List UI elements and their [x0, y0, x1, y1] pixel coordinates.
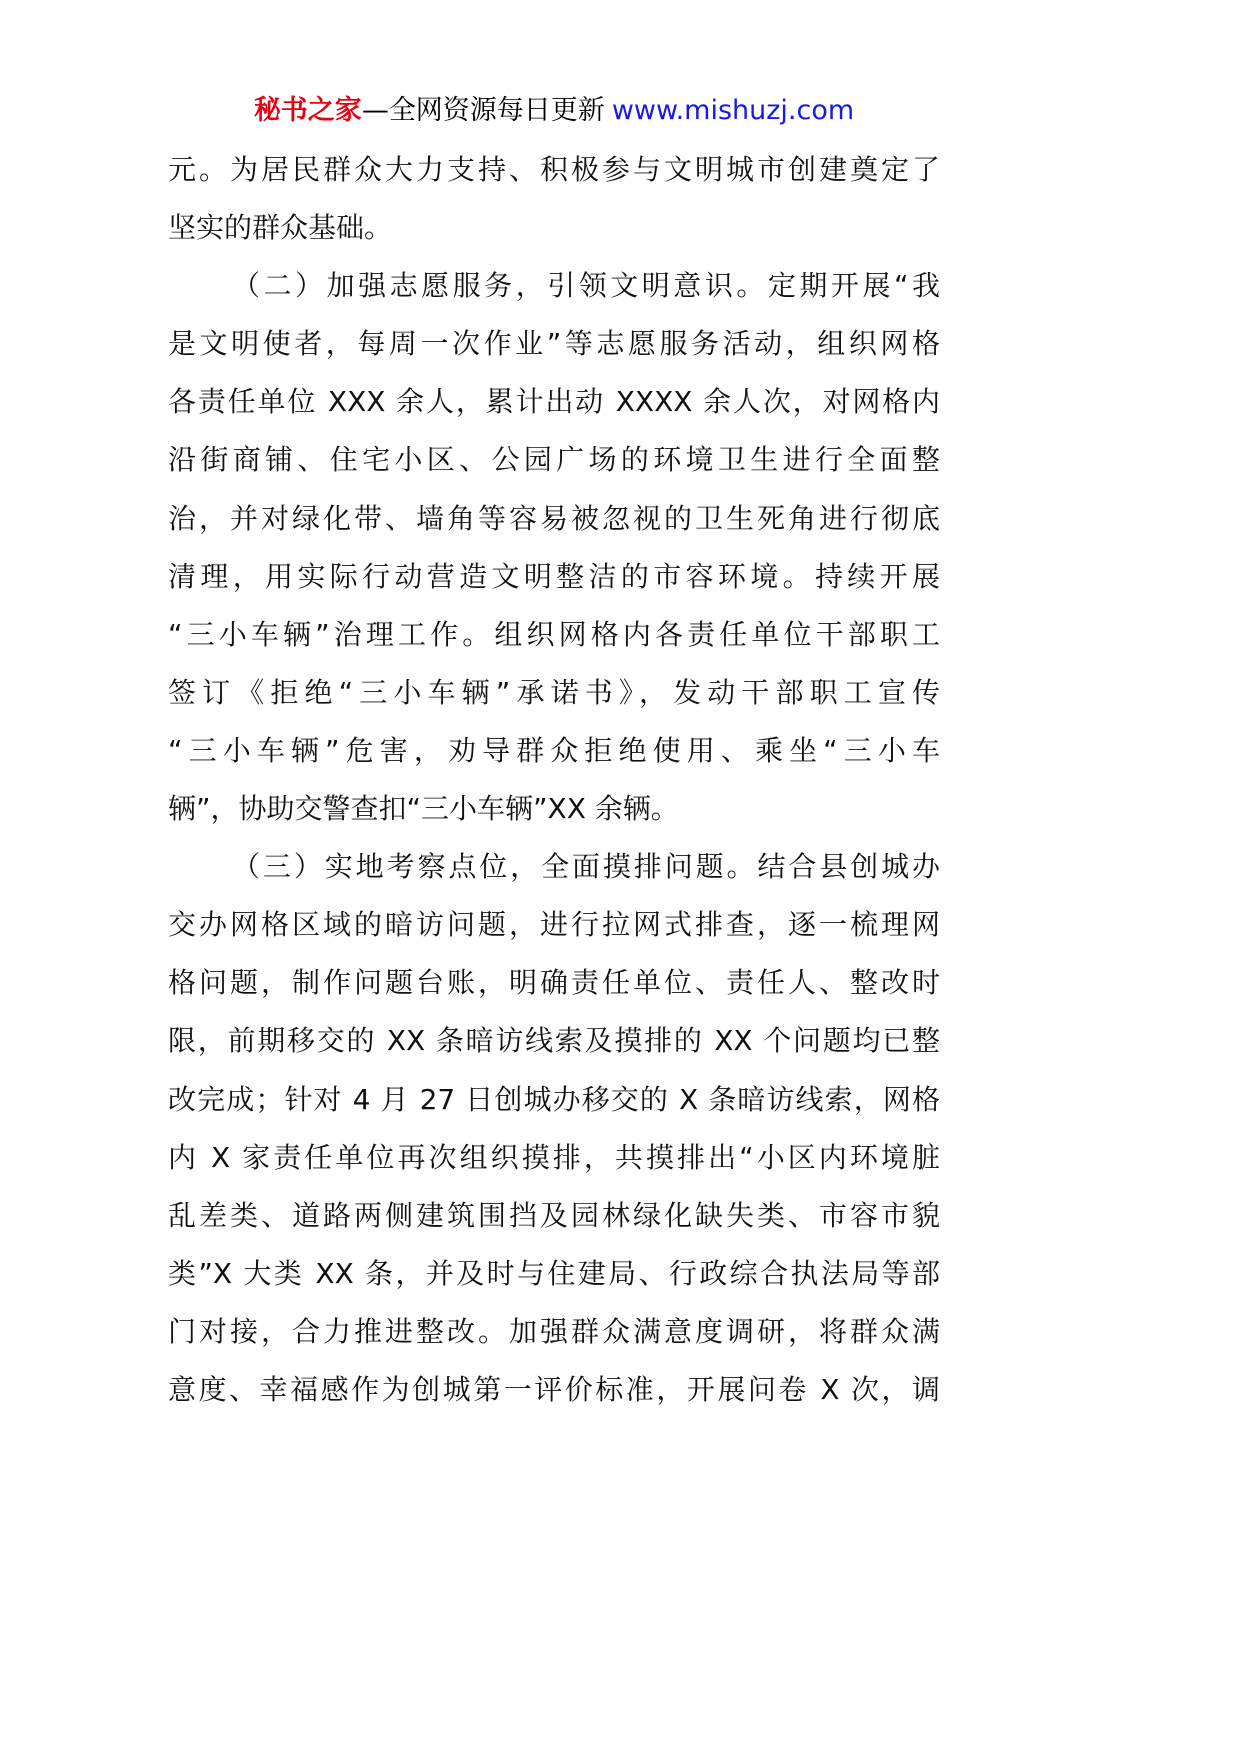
document-body: [168, 141, 940, 1419]
site-url: www.mishuzj.com: [611, 95, 855, 126]
text-line: “三小车辆”危害，劝导群众拒绝使用、乘坐“三小车: [168, 733, 940, 767]
text-line: 改完成；针对 4 月 27 日创城办移交的 X 条暗访线索，网格: [168, 1082, 940, 1116]
text-line: 签订《拒绝“三小车辆”承诺书》，发动干部职工宣传: [168, 675, 940, 709]
text-line: 交办网格区域的暗访问题，进行拉网式排查，逐一梳理网: [168, 908, 940, 942]
text-line: “三小车辆”治理工作。组织网格内各责任单位干部职工: [168, 617, 940, 651]
text-line: 治，并对绿化带、墙角等容易被忽视的卫生死角进行彻底: [168, 501, 940, 535]
text-line: 是文明使者，每周一次作业”等志愿服务活动，组织网格: [168, 327, 940, 361]
text-line: 乱差类、道路两侧建筑围挡及园林绿化缺失类、市容市貌: [168, 1198, 940, 1232]
text-line: 各责任单位 XXX 余人，累计出动 XXXX 余人次，对网格内: [168, 385, 940, 419]
text-line: 类”X 大类 XX 条，并及时与住建局、行政综合执法局等部: [168, 1256, 940, 1290]
page-header: [168, 90, 940, 132]
paragraph-1: [168, 141, 940, 257]
text-line: 格问题，制作问题台账，明确责任单位、责任人、整改时: [168, 966, 940, 1000]
text-line: 清理，用实际行动营造文明整洁的市容环境。持续开展: [168, 559, 940, 593]
text-line: 辆”，协助交警查扣“三小车辆”XX 余辆。: [168, 792, 679, 826]
site-name: 秘书之家: [253, 95, 362, 126]
text-line: 内 X 家责任单位再次组织摸排，共摸排出“小区内环境脏: [168, 1140, 940, 1174]
paragraph-2: [168, 257, 940, 838]
text-line: 沿街商铺、住宅小区、公园广场的环境卫生进行全面整: [168, 443, 940, 477]
text-line: 意度、幸福感作为创城第一评价标准，开展问卷 X 次，调: [168, 1372, 940, 1406]
text-line: 限，前期移交的 XX 条暗访线索及摸排的 XX 个问题均已整: [168, 1024, 940, 1058]
paragraph-3: [168, 838, 940, 1419]
text-line: 门对接，合力推进整改。加强群众满意度调研，将群众满: [168, 1314, 940, 1348]
text-line: 坚实的群众基础。: [168, 211, 393, 245]
site-tagline: —全网资源每日更新: [361, 95, 605, 126]
text-line: 元。为居民群众大力支持、积极参与文明城市创建奠定了: [168, 153, 940, 186]
text-line: （三）实地考察点位，全面摸排问题。结合县创城办: [232, 850, 940, 884]
text-line: （二）加强志愿服务，引领文明意识。定期开展“我: [232, 269, 940, 303]
